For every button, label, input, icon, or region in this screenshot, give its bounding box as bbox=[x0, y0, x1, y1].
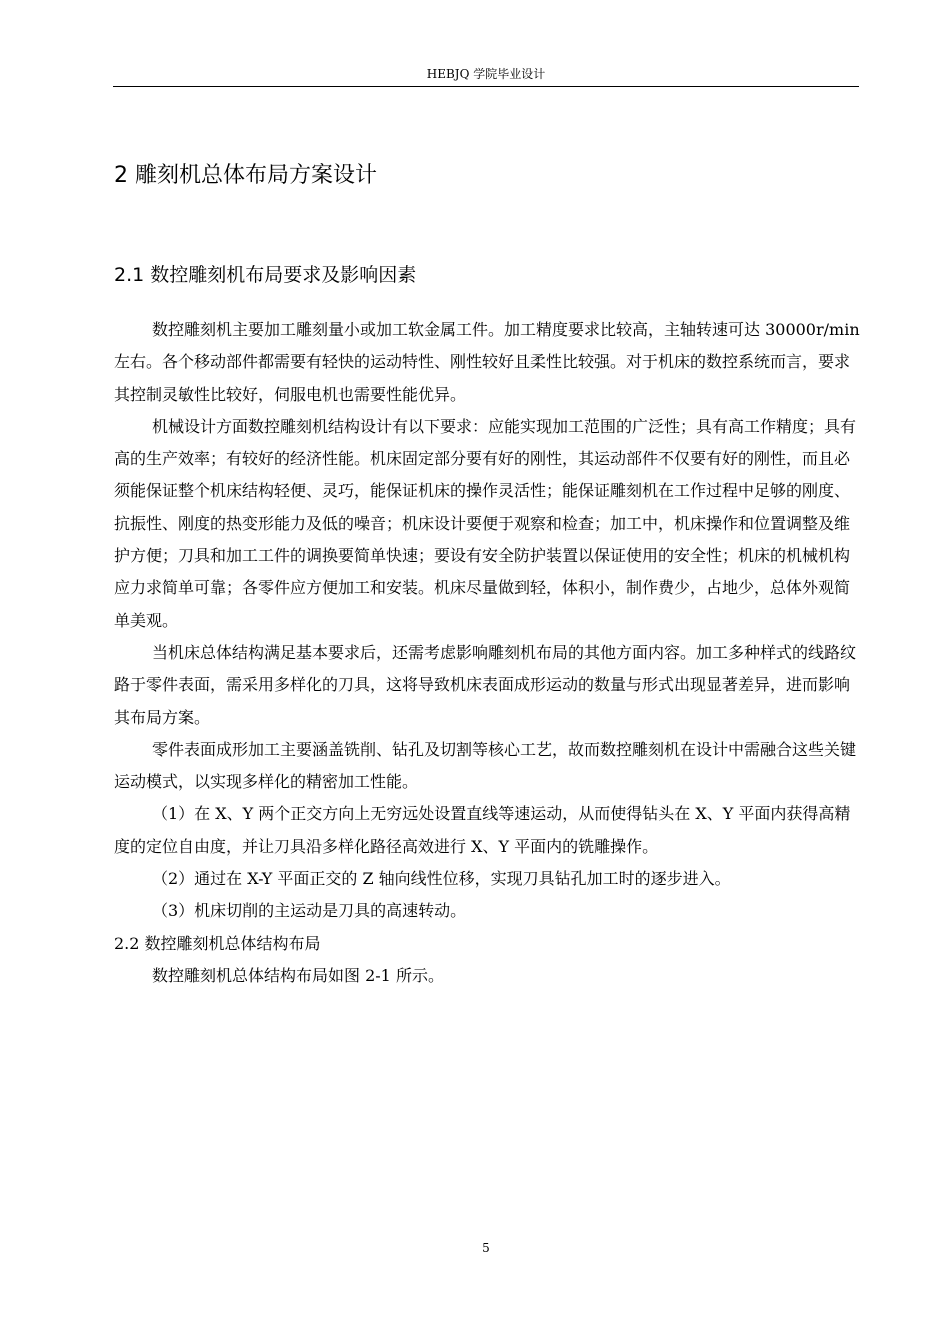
paragraph: 零件表面成形加工主要涵盖铣削、钻孔及切割等核心工艺，故而数控雕刻机在设计中需融合这些关键运动模式，以实现多样化的精密加工性能。 bbox=[114, 739, 857, 792]
paragraph: 机械设计方面数控雕刻机结构设计有以下要求：应能实现加工范围的广泛性；具有高工作精度；具有高的生产效率；有较好的经济性能。机床固定部分要有好的刚性，其运动部件不仅要有好的刚性，而且必须能保证整个机床结构轻便、灵巧，能保证机床的操作灵活性；能保证雕刻机在工作过程中足够的刚度、抗振性、刚度的热变形能力及低的噪音；机床设计要便于观察和检查；加工中，机床操作和位置调整及维护方便；刀具和加工工件的调换要简单快速；要设有安全防护装置以保证使用的安全性；机床的机械机构应力求简单可靠；各零件应方便加工和安装。机床尽量做到轻，体积小，制作费少，占地少，总体外观简单美观。 bbox=[114, 416, 857, 630]
header-rule bbox=[113, 86, 859, 87]
list-item: （3）机床切削的主运动是刀具的高速转动。 bbox=[152, 901, 467, 921]
subsection-heading: 2.2 数控雕刻机总体结构布局 bbox=[114, 933, 321, 953]
list-item: （1）在 X、Y 两个正交方向上无穷远处设置直线等速运动，从而使得钻头在 X、Y 平面内获得高精度的定位自由度，并让刀具沿多样化路径高效进行 X、Y 平面内的铣雕操作。 bbox=[114, 804, 851, 856]
paragraph: 数控雕刻机主要加工雕刻量小或加工软金属工件。加工精度要求比较高，主轴转速可达 30000r/min 左右。各个移动部件都需要有轻快的运动特性、刚性较好且柔性比较强。对于机床的数控系统而言，要求其控制灵敏性比较好，伺服电机也需要性能优异。 bbox=[114, 320, 860, 404]
list-item: （2）通过在 X-Y 平面正交的 Z 轴向线性位移，实现刀具钻孔加工时的逐步进入。 bbox=[152, 869, 731, 889]
chapter-title: 2 雕刻机总体布局方案设计 bbox=[114, 163, 377, 188]
paragraph: 数控雕刻机总体结构布局如图 2-1 所示。 bbox=[152, 965, 444, 985]
page-number: 5 bbox=[482, 1241, 490, 1255]
page-header: HEBJQ 学院毕业设计 bbox=[426, 67, 546, 81]
body-text bbox=[114, 314, 860, 992]
section-title: 2.1 数控雕刻机布局要求及影响因素 bbox=[114, 264, 417, 286]
paragraph: 当机床总体结构满足基本要求后，还需考虑影响雕刻机布局的其他方面内容。加工多种样式的线路纹路于零件表面，需采用多样化的刀具，这将导致机床表面成形运动的数量与形式出现显著差异，进而影响其布局方案。 bbox=[114, 642, 857, 727]
